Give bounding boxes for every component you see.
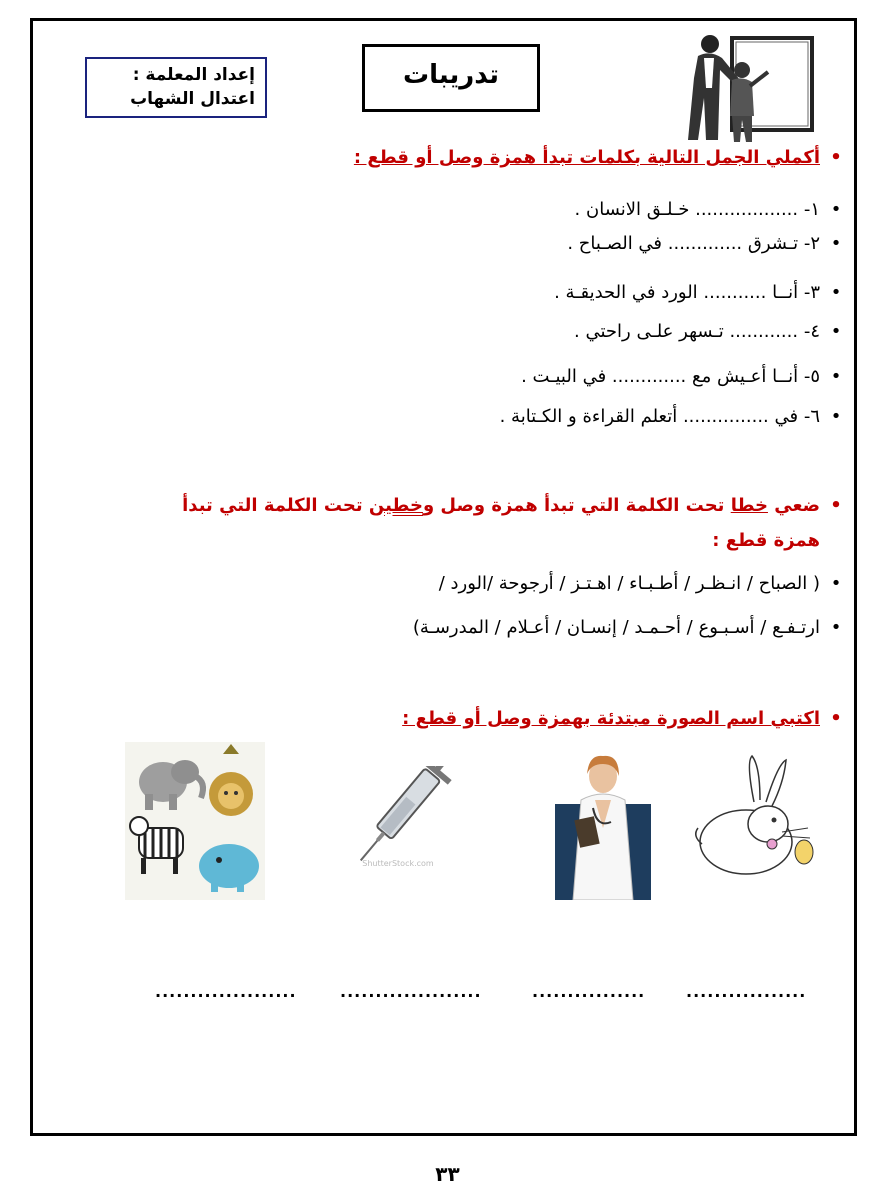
word-list: ( الصباح / انـظـر / أطـبـاء / اهـتـز / أرجوحة /الورد / bbox=[438, 573, 820, 594]
answer-blank: .................... bbox=[155, 982, 297, 1001]
syringe-image bbox=[338, 766, 460, 874]
exercise-item: •٥- أنــا أعـيش مع ............. في البيـت . bbox=[521, 366, 842, 387]
word-list-line: •( الصباح / انـظـر / أطـبـاء / اهـتـز / أرجوحة /الورد / bbox=[438, 573, 842, 594]
single-line-word: خطا bbox=[730, 495, 768, 516]
prepared-by-box bbox=[85, 57, 267, 118]
item-text: ٣- أنــا ........... الورد في الحديقـة . bbox=[554, 282, 820, 303]
item-text: ٦- في ............... أتعلم القراءة و الكـتابة . bbox=[499, 406, 820, 427]
bullet: • bbox=[830, 147, 842, 168]
word-list: ارتـفـع / أسـبـوع / أحـمـد / إنسـان / أعـلام / المدرسـة) bbox=[412, 617, 820, 638]
doctor-image bbox=[555, 748, 651, 900]
exercise-item: •٣- أنــا ........... الورد في الحديقـة . bbox=[554, 282, 842, 303]
item-text: ١- .................. خـلـق الانسان . bbox=[574, 199, 820, 220]
section3-instruction: اكتبي اسم الصورة مبتدئة بهمزة وصل أو قطع : bbox=[402, 708, 820, 729]
item-text: ٤- ............ تـسهر علـى راحتي . bbox=[574, 321, 820, 342]
page-number: ٣٣ bbox=[435, 1162, 460, 1186]
item-text: ٢- تـشرق ............. في الصـباح . bbox=[567, 233, 820, 254]
item-text: ٥- أنــا أعـيش مع ............. في البيـت . bbox=[521, 366, 820, 387]
section1-instruction-line bbox=[354, 147, 852, 168]
exercise-item: •٤- ............ تـسهر علـى راحتي . bbox=[574, 321, 842, 342]
section3-instruction-line: •اكتبي اسم الصورة مبتدئة بهمزة وصل أو قطع : bbox=[402, 708, 842, 729]
prepared-by-label: إعداد المعلمة : bbox=[132, 65, 255, 85]
answer-blank: .................... bbox=[340, 982, 482, 1001]
animals-image bbox=[125, 742, 265, 900]
double-line-word: خطين bbox=[368, 495, 423, 516]
teacher-name: اعتدال الشهاب bbox=[130, 89, 255, 109]
page-title: تدريبات bbox=[362, 44, 540, 112]
word-list-line: •ارتـفـع / أسـبـوع / أحـمـد / إنسـان / أعـلام / المدرسـة) bbox=[412, 617, 842, 638]
answer-blank: ................ bbox=[532, 982, 646, 1001]
exercise-item: •٦- في ............... أتعلم القراءة و الكـتابة . bbox=[499, 406, 842, 427]
syringe-watermark: ShutterStock.com bbox=[362, 859, 434, 868]
answer-blank: ................. bbox=[686, 982, 807, 1001]
rabbit-image bbox=[688, 752, 818, 882]
exercise-item: •١- .................. خـلـق الانسان . bbox=[574, 199, 842, 220]
section2-instruction-line2: همزة قطع : bbox=[712, 530, 820, 551]
section1-instruction: أكملي الجمل التالية بكلمات تبدأ همزة وصل أو قطع : bbox=[353, 147, 820, 168]
exercise-item: •٢- تـشرق ............. في الصـباح . bbox=[567, 233, 842, 254]
teacher-at-board-image bbox=[670, 28, 820, 146]
section2-instruction-line: •ضعي خطا تحت الكلمة التي تبدأ همزة وصل وخطين تحت الكلمة التي تبدأ bbox=[182, 495, 842, 516]
